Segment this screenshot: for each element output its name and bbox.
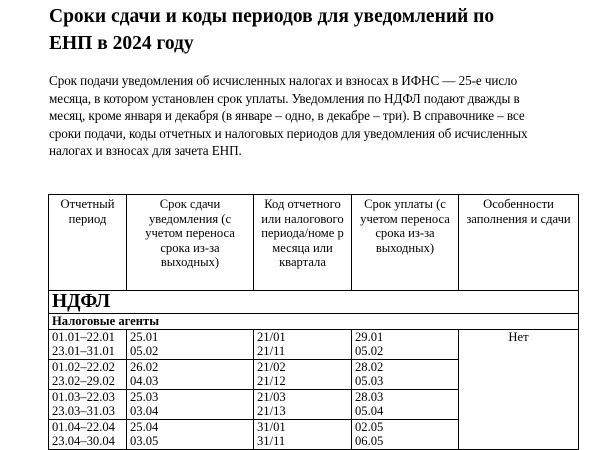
cell-notes: Нет bbox=[459, 330, 579, 450]
cell-value: 05.02 bbox=[130, 344, 159, 359]
cell-value: 28.02 bbox=[355, 360, 384, 374]
cell-value: 29.01 bbox=[355, 330, 384, 344]
cell-value: 23.02–29.02 bbox=[52, 374, 115, 389]
cell-period bbox=[49, 330, 127, 360]
header-period: Отчетный период bbox=[49, 195, 127, 291]
intro-line: налогах и взносах для зачета ЕНП. bbox=[49, 143, 242, 158]
title-line: ЕНП в 2024 году bbox=[49, 33, 194, 54]
cell-value: 06.05 bbox=[355, 434, 384, 449]
cell-code bbox=[254, 330, 352, 360]
intro-line: Срок подачи уведомления об исчисленных налогах и взносах в ИФНС — 25-е число bbox=[49, 73, 518, 88]
cell-value: 01.03–22.03 bbox=[52, 390, 115, 404]
intro-line: сроки подачи, коды отчетных и налоговых периодов для уведомления об исчисленных bbox=[49, 125, 528, 141]
header-deadline: Срок сдачи уведомления (с учетом переноса срока из-за выходных) bbox=[127, 195, 254, 291]
cell-payment bbox=[352, 420, 459, 450]
cell-value: 25.01 bbox=[130, 330, 159, 344]
cell-value: 21/11 bbox=[257, 344, 286, 359]
cell-value: 21/03 bbox=[257, 390, 286, 404]
cell-value: 25.03 bbox=[130, 390, 159, 404]
cell-value: 21/12 bbox=[257, 374, 286, 389]
cell-value: 02.05 bbox=[355, 420, 384, 434]
intro-line: месяц, кроме января и декабря (в январе – одно, в декабре – три). В справочнике – все bbox=[49, 108, 525, 123]
section-title: НДФЛ bbox=[49, 291, 579, 314]
document-title bbox=[49, 3, 569, 57]
cell-value: 03.04 bbox=[130, 404, 159, 419]
cell-period bbox=[49, 390, 127, 420]
cell-value: 25.04 bbox=[130, 420, 159, 434]
table-row bbox=[49, 330, 579, 360]
cell-code bbox=[254, 420, 352, 450]
cell-value: 05.04 bbox=[355, 404, 384, 419]
header-payment: Срок уплаты (с учетом переноса срока из-за выходных) bbox=[352, 195, 459, 291]
cell-value: 04.03 bbox=[130, 374, 159, 389]
subsection-title: Налоговые агенты bbox=[49, 314, 579, 330]
cell-value: 31/01 bbox=[257, 420, 286, 434]
header-notes: Особенности заполнения и сдачи bbox=[459, 195, 579, 291]
cell-value: 23.03–31.03 bbox=[52, 404, 115, 419]
intro-paragraph bbox=[49, 72, 569, 160]
cell-deadline bbox=[127, 360, 254, 390]
cell-payment bbox=[352, 330, 459, 360]
cell-deadline bbox=[127, 330, 254, 360]
section-row bbox=[49, 291, 579, 314]
cell-value: 05.02 bbox=[355, 344, 384, 359]
table-header-row bbox=[49, 195, 579, 291]
title-line: Сроки сдачи и коды периодов для уведомлений по bbox=[49, 6, 495, 27]
cell-deadline bbox=[127, 390, 254, 420]
cell-value: 31/11 bbox=[257, 434, 286, 449]
cell-value: 28.03 bbox=[355, 390, 384, 404]
cell-value: 23.01–31.01 bbox=[52, 344, 115, 359]
cell-code bbox=[254, 360, 352, 390]
cell-value: 21/13 bbox=[257, 404, 286, 419]
cell-period bbox=[49, 360, 127, 390]
cell-value: 01.04–22.04 bbox=[52, 420, 115, 434]
cell-payment bbox=[352, 390, 459, 420]
cell-value: 21/01 bbox=[257, 330, 286, 344]
deadlines-table bbox=[48, 194, 579, 450]
cell-period bbox=[49, 420, 127, 450]
cell-payment bbox=[352, 360, 459, 390]
cell-value: 03.05 bbox=[130, 434, 159, 449]
cell-value: 01.02–22.02 bbox=[52, 360, 115, 374]
cell-value: 01.01–22.01 bbox=[52, 330, 115, 344]
cell-value: 21/02 bbox=[257, 360, 286, 374]
cell-deadline bbox=[127, 420, 254, 450]
cell-value: 23.04–30.04 bbox=[52, 434, 115, 449]
header-code: Код отчетного или налогового периода/номе р месяца или квартала bbox=[254, 195, 352, 291]
cell-value: 26.02 bbox=[130, 360, 159, 374]
cell-value: 05.03 bbox=[355, 374, 384, 389]
subsection-row bbox=[49, 314, 579, 330]
cell-code bbox=[254, 390, 352, 420]
intro-line: месяца, в котором установлен срок уплаты. Уведомления по НДФЛ подают дважды в bbox=[49, 90, 520, 106]
